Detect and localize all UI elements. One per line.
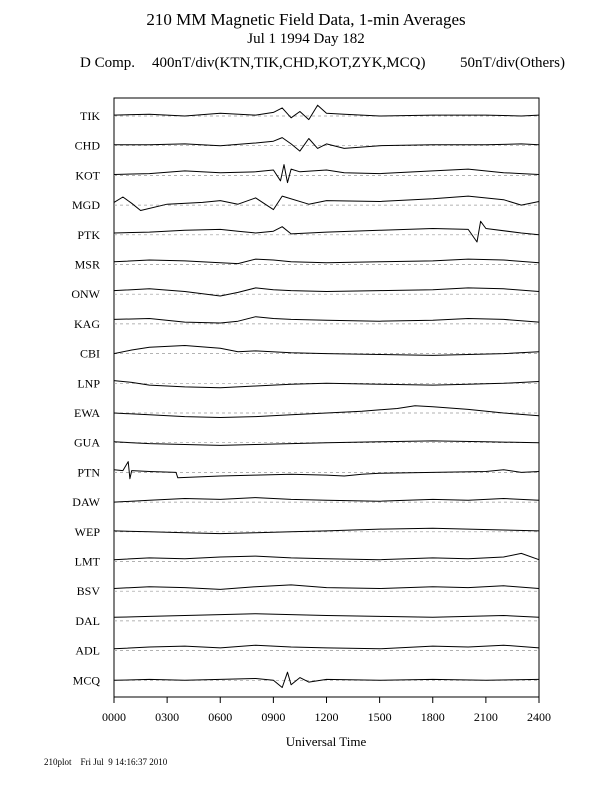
- station-traces: [114, 105, 539, 687]
- plot-frame: [114, 98, 539, 697]
- station-label-lnp: LNP: [77, 376, 100, 391]
- station-label-ewa: EWA: [74, 406, 100, 420]
- station-labels: [71, 109, 100, 687]
- trace-adl: [114, 645, 539, 649]
- station-label-msr: MSR: [74, 257, 100, 272]
- station-label-mcq: MCQ: [72, 673, 100, 688]
- footer-program: 210plot: [44, 757, 72, 767]
- trace-lnp: [114, 381, 539, 388]
- station-label-wep: WEP: [74, 524, 100, 539]
- x-tick-label-2100: 2100: [473, 710, 498, 724]
- component-label: D Comp.: [80, 55, 136, 71]
- trace-ewa: [114, 406, 539, 418]
- trace-onw: [114, 288, 539, 296]
- trace-mcq: [114, 672, 539, 687]
- trace-gua: [114, 441, 539, 446]
- x-axis-ticks: [102, 697, 551, 724]
- trace-daw: [114, 498, 539, 503]
- trace-lmt: [114, 553, 539, 559]
- x-tick-label-2400: 2400: [527, 710, 551, 724]
- station-label-ptk: PTK: [77, 227, 100, 242]
- x-tick-label-1800: 1800: [420, 710, 445, 724]
- trace-cbi: [114, 346, 539, 356]
- station-label-dal: DAL: [75, 613, 100, 628]
- trace-kot: [114, 165, 539, 183]
- chart-title: 210 MM Magnetic Field Data, 1-min Averages: [146, 10, 466, 29]
- trace-chd: [114, 138, 539, 152]
- trace-kag: [114, 317, 539, 323]
- x-tick-label-1500: 1500: [367, 710, 392, 724]
- station-label-chd: CHD: [74, 138, 100, 153]
- trace-wep: [114, 528, 539, 533]
- station-label-kag: KAG: [74, 316, 100, 331]
- chart-subtitle: Jul 1 1994 Day 182: [247, 31, 365, 47]
- scale-main-label: 400nT/div(KTN,TIK,CHD,KOT,ZYK,MCQ): [152, 55, 426, 71]
- trace-ptn: [114, 462, 539, 479]
- station-label-onw: ONW: [71, 287, 100, 302]
- x-tick-label-0300: 0300: [155, 710, 180, 724]
- station-label-ptn: PTN: [77, 465, 100, 480]
- station-label-tik: TIK: [80, 109, 100, 123]
- trace-tik: [114, 105, 539, 119]
- station-label-gua: GUA: [74, 435, 100, 450]
- trace-bsv: [114, 585, 539, 590]
- station-label-lmt: LMT: [74, 554, 100, 569]
- trace-ptk: [114, 221, 539, 242]
- footer-timestamp: Fri Jul 9 14:16:37 2010: [80, 757, 168, 767]
- x-tick-label-1200: 1200: [314, 710, 339, 724]
- x-axis-title: Universal Time: [285, 734, 367, 749]
- station-label-kot: KOT: [75, 168, 100, 183]
- station-label-mgd: MGD: [71, 198, 100, 213]
- station-label-daw: DAW: [72, 495, 100, 510]
- x-tick-label-0000: 0000: [102, 710, 126, 724]
- station-label-bsv: BSV: [76, 584, 100, 599]
- trace-msr: [114, 259, 539, 264]
- x-tick-label-0600: 0600: [208, 710, 233, 724]
- trace-dal: [114, 614, 539, 618]
- plot-footer: [44, 757, 167, 767]
- station-label-cbi: CBI: [79, 346, 100, 361]
- trace-mgd: [114, 196, 539, 210]
- plot-frame-group: [114, 98, 539, 697]
- station-label-adl: ADL: [75, 643, 100, 658]
- x-tick-label-0900: 0900: [261, 710, 286, 724]
- scale-other-label: 50nT/div(Others): [460, 55, 565, 71]
